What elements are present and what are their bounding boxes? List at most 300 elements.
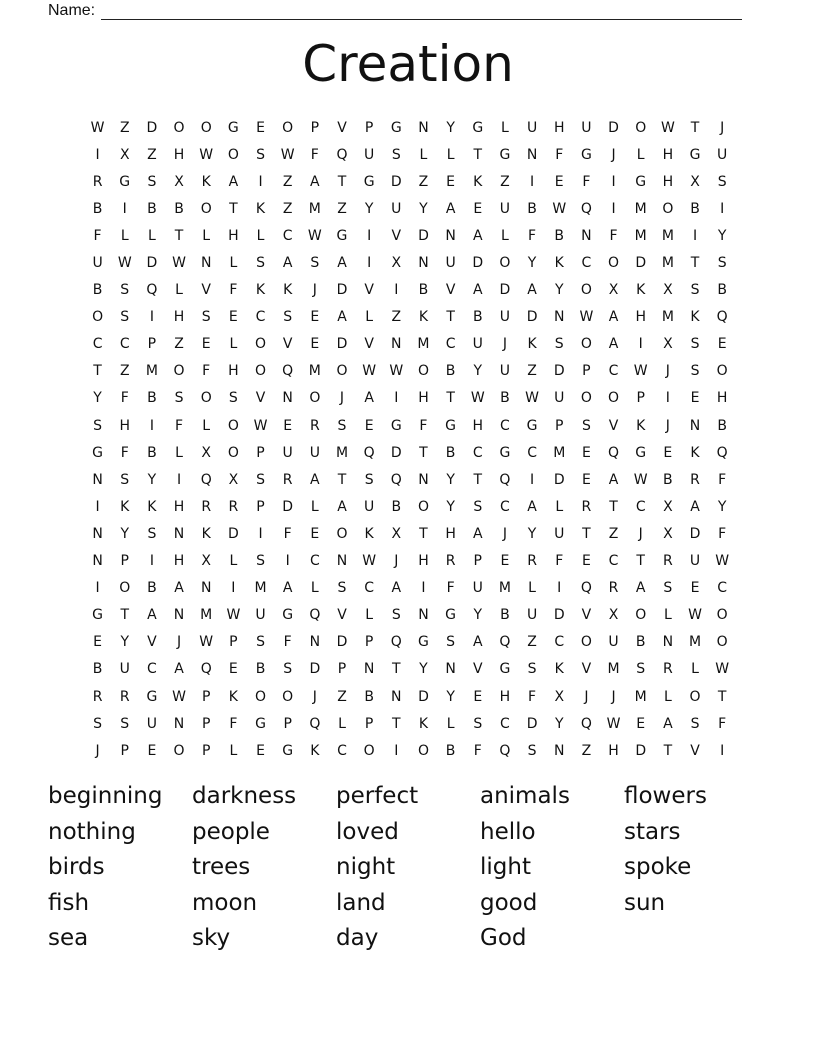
grid-letter: Q [580, 580, 592, 597]
grid-letter: H [662, 146, 674, 163]
grid-letter: A [337, 498, 347, 515]
grid-letter: Y [364, 200, 374, 217]
grid-letter: H [119, 417, 130, 434]
grid-letter: O [255, 363, 267, 380]
grid-letter: T [392, 715, 401, 732]
grid-letter: W [606, 715, 621, 732]
grid-letter: O [227, 146, 239, 163]
grid-letter: S [717, 173, 727, 190]
grid-letter: Y [527, 525, 537, 542]
grid-row [84, 222, 736, 249]
grid-letter: I [95, 580, 100, 597]
grid-letter: W [389, 363, 404, 380]
grid-letter: I [394, 742, 399, 759]
grid-letter: D [689, 525, 701, 542]
grid-letter: Q [309, 715, 321, 732]
grid-letter: G [336, 227, 348, 244]
grid-letter: O [119, 580, 131, 597]
grid-letter: K [418, 309, 429, 326]
grid-letter: D [146, 255, 158, 272]
grid-letter: R [690, 471, 700, 488]
grid-letter: W [199, 146, 214, 163]
grid-letter: C [472, 444, 483, 461]
grid-letter: Q [499, 471, 511, 488]
grid-letter: K [201, 173, 211, 190]
grid-letter: R [201, 498, 212, 515]
grid-letter: F [419, 417, 428, 434]
grid-letter: Z [527, 363, 537, 380]
grid-letter: I [176, 471, 182, 488]
grid-letter: D [635, 255, 647, 272]
grid-letter: S [120, 715, 130, 732]
word-bank-item: light [480, 854, 531, 880]
grid-letter: D [146, 119, 158, 136]
grid-letter: S [690, 363, 700, 380]
grid-letter: N [309, 634, 321, 651]
grid-letter: B [472, 309, 483, 326]
grid-letter: L [501, 119, 509, 136]
grid-letter: Y [554, 282, 564, 299]
grid-letter: A [527, 498, 537, 515]
grid-letter: Y [419, 200, 428, 217]
grid-letter: C [147, 661, 157, 678]
grid-letter: U [499, 309, 511, 326]
grid-letter: E [581, 471, 591, 488]
grid-letter: P [120, 742, 129, 759]
grid-letter: I [611, 200, 616, 217]
grid-letter: K [554, 661, 564, 678]
grid-letter: X [608, 607, 619, 624]
grid-letter: Z [337, 200, 347, 217]
grid-letter: U [119, 661, 130, 678]
grid-letter: G [390, 119, 402, 136]
grid-letter: V [364, 336, 374, 353]
grid-letter: L [229, 553, 238, 570]
grid-letter: O [580, 282, 592, 299]
grid-row [84, 331, 736, 358]
grid-letter: A [391, 580, 402, 597]
grid-letter: B [255, 661, 266, 678]
grid-letter: T [337, 471, 347, 488]
grid-letter: H [472, 417, 484, 434]
grid-letter: K [690, 309, 700, 326]
word-bank-item: people [192, 818, 270, 845]
grid-letter: O [417, 742, 429, 759]
grid-letter: G [92, 444, 103, 461]
grid-letter: G [227, 119, 239, 136]
grid-letter: W [715, 661, 730, 678]
grid-letter: D [553, 607, 565, 624]
grid-letter: U [391, 200, 402, 217]
grid-letter: N [173, 715, 185, 732]
grid-letter: P [555, 417, 564, 434]
grid-letter: T [636, 553, 645, 570]
grid-letter: V [445, 282, 456, 299]
grid-letter: A [527, 282, 537, 299]
grid-letter: C [119, 336, 130, 353]
grid-letter: O [417, 363, 429, 380]
grid-letter: E [473, 688, 483, 705]
grid-letter: C [608, 363, 619, 380]
grid-letter: R [92, 173, 103, 190]
grid-letter: K [255, 282, 266, 299]
grid-letter: B [445, 444, 456, 461]
grid-letter: O [580, 336, 592, 353]
word-bank-item: animals [480, 783, 570, 809]
grid-letter: S [337, 417, 347, 434]
grid-letter: G [635, 444, 647, 461]
grid-letter: M [553, 444, 566, 461]
grid-letter: Y [120, 525, 130, 542]
grid-letter: E [228, 661, 238, 678]
grid-letter: V [255, 390, 266, 407]
grid-letter: F [718, 525, 727, 542]
grid-letter: E [663, 444, 673, 461]
grid-letter: M [688, 634, 702, 651]
grid-letter: E [690, 390, 700, 407]
grid-letter: G [472, 119, 484, 136]
grid-letter: J [638, 525, 643, 542]
grid-letter: P [201, 688, 211, 705]
grid-letter: F [310, 146, 319, 163]
grid-letter: N [173, 607, 185, 624]
grid-letter: S [690, 282, 700, 299]
grid-letter: B [500, 390, 510, 407]
grid-letter: Z [282, 200, 293, 217]
grid-letter: M [254, 580, 267, 597]
grid-letter: L [501, 227, 509, 244]
grid-letter: O [635, 119, 647, 136]
grid-letter: I [285, 553, 290, 570]
grid-letter: A [472, 282, 483, 299]
grid-letter: X [663, 282, 673, 299]
grid-letter: I [149, 553, 154, 570]
grid-letter: G [499, 146, 511, 163]
grid-letter: N [391, 688, 402, 705]
grid-letter: V [364, 282, 374, 299]
grid-letter: F [120, 444, 129, 461]
grid-letter: K [255, 200, 266, 217]
grid-letter: O [173, 363, 185, 380]
grid-letter: W [307, 227, 322, 244]
grid-letter: Q [499, 634, 511, 651]
grid-letter: J [584, 688, 589, 705]
grid-letter: Q [716, 309, 728, 326]
grid-letter: F [718, 715, 727, 732]
grid-letter: D [526, 715, 538, 732]
grid-letter: D [553, 471, 565, 488]
grid-letter: W [199, 634, 214, 651]
grid-letter: U [92, 255, 103, 272]
grid-row [84, 195, 736, 222]
grid-letter: Y [527, 255, 537, 272]
grid-letter: J [394, 553, 399, 570]
grid-letter: D [336, 282, 348, 299]
grid-letter: I [557, 580, 562, 597]
grid-letter: J [312, 282, 317, 299]
grid-letter: L [175, 282, 183, 299]
grid-letter: B [92, 661, 103, 678]
grid-letter: B [418, 282, 429, 299]
grid-letter: L [636, 146, 645, 163]
grid-letter: P [147, 336, 157, 353]
grid-letter: U [554, 390, 565, 407]
grid-letter: F [582, 173, 591, 190]
grid-letter: N [200, 580, 212, 597]
grid-letter: U [717, 146, 728, 163]
grid-letter: N [282, 390, 293, 407]
grid-letter: S [473, 498, 483, 515]
word-bank-item: darkness [192, 783, 297, 809]
grid-letter: P [310, 119, 320, 136]
grid-letter: S [228, 390, 238, 407]
grid-letter: O [255, 336, 267, 353]
grid-letter: G [119, 173, 131, 190]
grid-letter: C [635, 498, 646, 515]
grid-letter: P [364, 715, 374, 732]
grid-letter: Y [147, 471, 157, 488]
word-bank-item: God [480, 925, 527, 951]
grid-letter: L [310, 498, 319, 515]
word-bank-item: loved [336, 818, 399, 845]
grid-letter: F [229, 282, 238, 299]
grid-letter: V [472, 661, 483, 678]
word-bank-item: day [336, 925, 379, 951]
grid-letter: L [338, 715, 346, 732]
grid-letter: S [93, 715, 103, 732]
grid-letter: A [364, 390, 374, 407]
grid-letter: K [364, 525, 374, 542]
grid-row [84, 737, 736, 764]
grid-row [84, 358, 736, 385]
grid-letter: E [228, 309, 238, 326]
grid-letter: K [636, 282, 646, 299]
grid-letter: O [689, 688, 701, 705]
grid-letter: O [635, 607, 647, 624]
grid-letter: S [527, 661, 537, 678]
grid-letter: T [690, 119, 700, 136]
grid-letter: V [337, 607, 347, 624]
grid-letter: X [228, 471, 239, 488]
grid-letter: C [717, 580, 728, 597]
grid-letter: I [394, 390, 399, 407]
grid-letter: I [367, 227, 372, 244]
grid-letter: W [688, 607, 702, 624]
grid-letter: C [255, 309, 266, 326]
grid-letter: T [717, 688, 727, 705]
word-bank-item: stars [624, 818, 681, 845]
grid-letter: Q [499, 742, 511, 759]
grid-letter: U [146, 715, 158, 732]
grid-letter: L [202, 417, 211, 434]
grid-letter: H [445, 525, 456, 542]
grid-letter: S [256, 471, 265, 488]
grid-letter: B [445, 742, 456, 759]
grid-letter: S [147, 173, 157, 190]
grid-letter: B [663, 471, 673, 488]
grid-letter: J [339, 390, 345, 407]
grid-letter: G [635, 173, 647, 190]
grid-letter: M [607, 661, 620, 678]
word-bank-item: fish [48, 889, 90, 916]
grid-letter: B [147, 444, 157, 461]
grid-letter: F [120, 390, 129, 407]
grid-letter: Z [282, 173, 293, 190]
grid-letter: Y [554, 715, 564, 732]
grid-letter: O [417, 498, 429, 515]
grid-letter: R [309, 417, 320, 434]
grid-letter: N [92, 471, 103, 488]
grid-letter: E [446, 173, 456, 190]
grid-letter: A [282, 255, 293, 272]
grid-letter: W [552, 200, 567, 217]
grid-letter: U [472, 580, 483, 597]
puzzle-title: Creation [302, 35, 514, 93]
grid-letter: T [337, 173, 347, 190]
word-bank-item: hello [480, 818, 536, 845]
grid-letter: Q [200, 471, 212, 488]
grid-letter: E [256, 742, 265, 759]
grid-letter: N [200, 255, 212, 272]
grid-letter: G [445, 607, 457, 624]
grid-letter: F [229, 715, 238, 732]
grid-row [84, 304, 736, 331]
grid-letter: S [337, 580, 347, 597]
grid-letter: S [120, 282, 130, 299]
grid-letter: N [336, 553, 348, 570]
grid-letter: M [661, 255, 674, 272]
grid-letter: F [283, 634, 292, 651]
grid-letter: B [174, 200, 184, 217]
grid-letter: L [120, 227, 129, 244]
grid-letter: U [282, 444, 293, 461]
grid-letter: J [502, 525, 507, 542]
grid-letter: N [418, 471, 429, 488]
grid-letter: Q [608, 444, 620, 461]
grid-letter: S [120, 309, 130, 326]
grid-letter: T [120, 607, 130, 624]
grid-letter: L [691, 661, 699, 678]
grid-letter: U [445, 255, 456, 272]
grid-letter: W [362, 553, 377, 570]
grid-letter: U [255, 607, 266, 624]
grid-letter: F [528, 688, 537, 705]
grid-letter: H [418, 553, 429, 570]
grid-letter: Q [580, 715, 592, 732]
grid-letter: P [337, 661, 347, 678]
grid-letter: L [229, 255, 238, 272]
grid-letter: F [202, 363, 211, 380]
grid-letter: W [660, 119, 675, 136]
name-blank-line [101, 3, 742, 20]
grid-letter: W [525, 390, 539, 407]
grid-row [84, 602, 736, 629]
grid-letter: O [363, 742, 375, 759]
grid-letter: B [92, 200, 103, 217]
grid-letter: W [579, 309, 594, 326]
grid-letter: M [634, 227, 647, 244]
grid-letter: F [93, 227, 102, 244]
grid-letter: N [445, 661, 456, 678]
word-bank-item: sky [192, 925, 231, 951]
grid-letter: I [720, 200, 725, 217]
grid-letter: O [580, 634, 592, 651]
grid-letter: D [336, 336, 348, 353]
grid-letter: I [95, 146, 100, 163]
grid-letter: B [147, 200, 157, 217]
grid-letter: R [608, 580, 619, 597]
grid-letter: A [310, 173, 320, 190]
grid-letter: G [363, 173, 375, 190]
grid-letter: S [147, 525, 157, 542]
grid-letter: U [554, 525, 565, 542]
grid-letter: B [92, 282, 103, 299]
grid-letter: U [526, 607, 538, 624]
grid-letter: O [200, 200, 212, 217]
word-bank-item: moon [192, 889, 258, 916]
grid-letter: L [663, 607, 672, 624]
grid-letter: G [92, 607, 103, 624]
grid-letter: X [608, 282, 619, 299]
grid-letter: R [662, 661, 673, 678]
grid-letter: G [689, 146, 701, 163]
grid-letter: S [527, 742, 537, 759]
grid-letter: Y [717, 227, 727, 244]
grid-letter: R [527, 553, 537, 570]
grid-letter: E [581, 444, 591, 461]
grid-letter: O [309, 390, 321, 407]
grid-letter: N [418, 255, 429, 272]
grid-letter: O [200, 390, 212, 407]
grid-letter: F [555, 553, 564, 570]
grid-letter: L [555, 498, 564, 515]
grid-row [84, 412, 736, 439]
word-bank-item: perfect [336, 783, 419, 809]
grid-letter: D [336, 634, 348, 651]
grid-letter: J [720, 119, 725, 136]
grid-letter: I [530, 173, 535, 190]
grid-row [84, 575, 736, 602]
grid-letter: H [173, 146, 185, 163]
grid-letter: R [445, 553, 456, 570]
grid-letter: W [470, 390, 485, 407]
grid-letter: R [282, 471, 293, 488]
grid-letter: H [553, 119, 565, 136]
grid-letter: K [228, 688, 238, 705]
grid-letter: E [690, 580, 700, 597]
grid-letter: F [718, 471, 727, 488]
grid-letter: P [473, 553, 482, 570]
grid-letter: L [175, 444, 183, 461]
grid-letter: D [309, 661, 321, 678]
grid-letter: B [391, 498, 402, 515]
grid-letter: W [253, 417, 268, 434]
grid-letter: V [581, 661, 592, 678]
grid-letter: F [283, 525, 292, 542]
grid-letter: D [227, 525, 239, 542]
grid-letter: W [226, 607, 241, 624]
grid-letter: M [145, 363, 158, 380]
grid-letter: N [173, 525, 185, 542]
grid-letter: Z [119, 119, 130, 136]
grid-row [84, 710, 736, 737]
grid-letter: V [147, 634, 157, 651]
grid-letter: X [554, 688, 565, 705]
grid-letter: H [635, 309, 646, 326]
grid-letter: A [663, 715, 673, 732]
grid-letter: A [174, 580, 184, 597]
grid-letter: M [200, 607, 213, 624]
